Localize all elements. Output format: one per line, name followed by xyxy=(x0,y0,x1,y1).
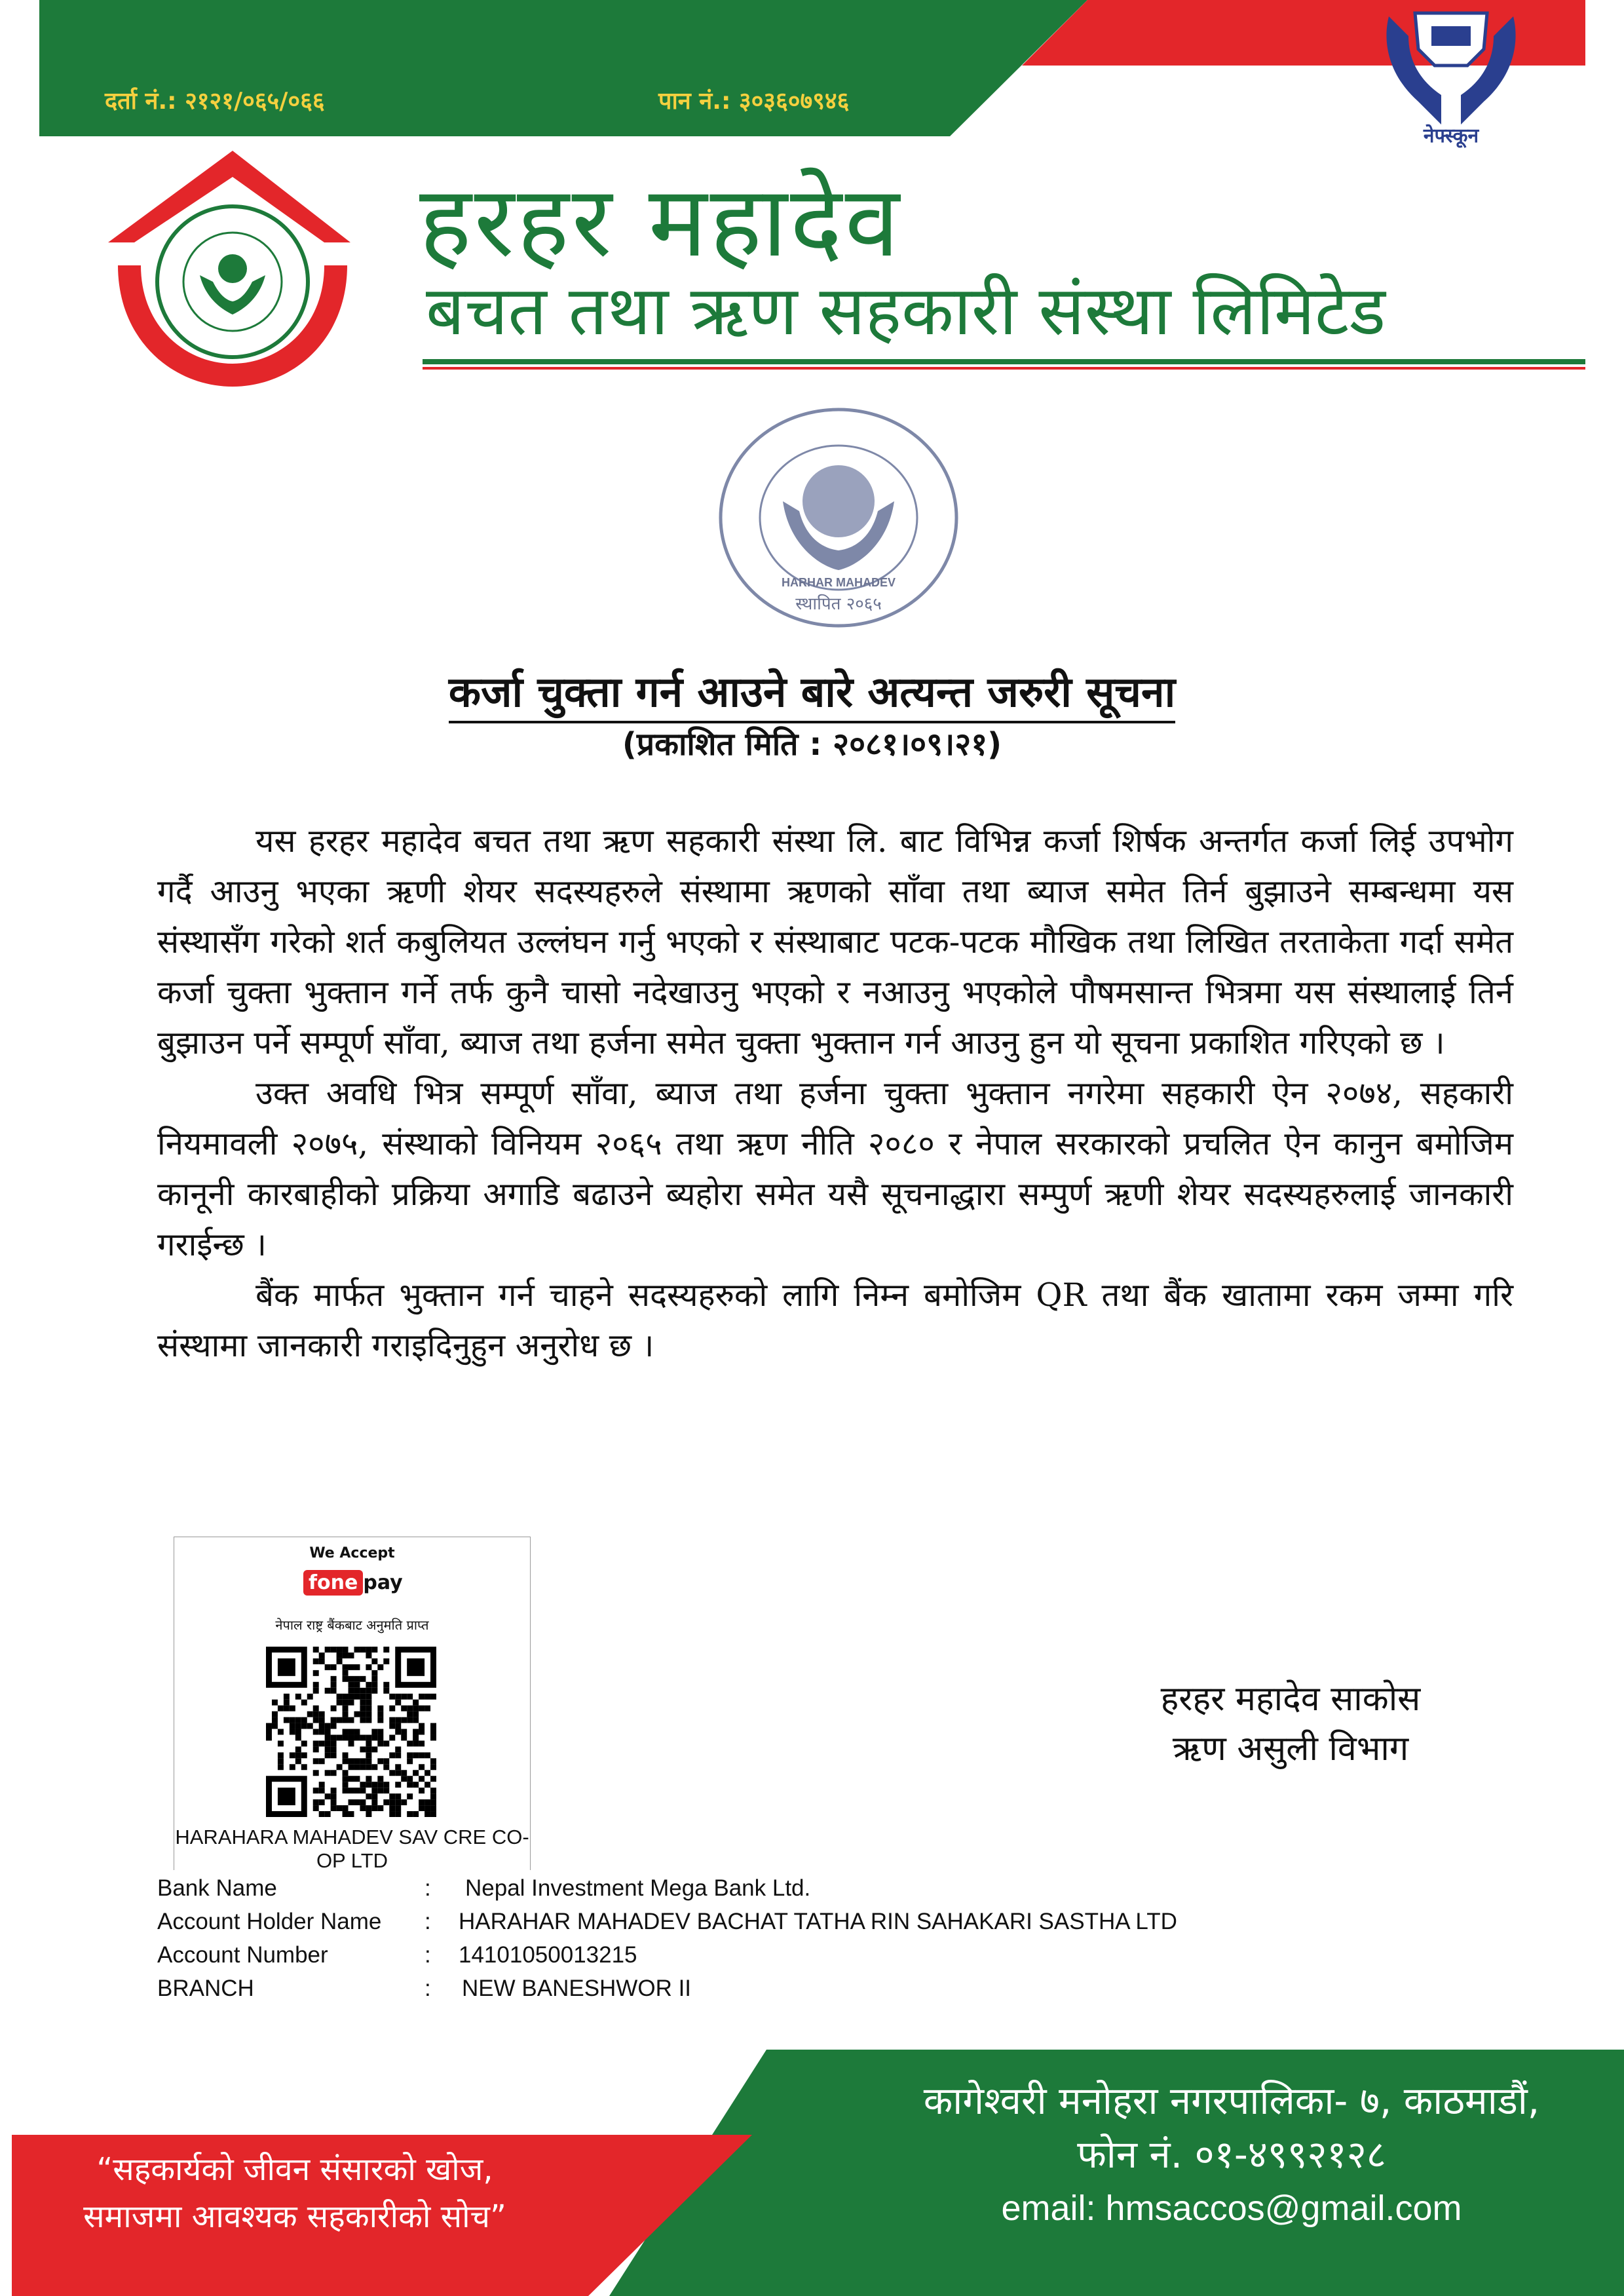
bank-colon: : xyxy=(425,1875,431,1901)
nefscun-label: नेफ्स्कून xyxy=(1423,124,1479,147)
house-logo-icon xyxy=(108,151,350,387)
signature-block xyxy=(1055,1674,1526,1774)
footer-address: कागेश्वरी मनोहरा नगरपालिका- ७, काठमाडौं, xyxy=(923,2078,1540,2123)
notice-body xyxy=(157,816,1513,1371)
qr-code[interactable] xyxy=(266,1647,436,1817)
signature-line1: हरहर महादेव साकोस xyxy=(1160,1679,1421,1719)
bank-label: Account Number xyxy=(157,1942,328,1968)
notice-title xyxy=(0,662,1624,719)
registration-number: दर्ता नं.: २१२१/०६५/०६६ xyxy=(105,88,325,115)
fonepay-fone: fone xyxy=(303,1570,363,1596)
notice-paragraph-1: यस हरहर महादेव बचत तथा ऋण सहकारी संस्था लि. बाट विभिन्न कर्जा शिर्षक अन्तर्गत कर्जा लिई उपभोग गर्दै आउनु भएका ऋणी शेयर सदस्यहरुले संस्थामा ऋणको साँवा तथा ब्याज समेत तिर्न बुझाउने सम्बन्धमा यस संस्थासँग गरेको शर्त कबुलियत उल्लंघन गर्नु भएको र संस्थाबाट पटक-पटक मौखिक तथा लिखित तरताकेता गर्दा समेत कर्जा चुक्ता भुक्तान गर्ने तर्फ कुनै चासो नदेखाउनु भएको र नआउनु भएकोले पौषमसान्त भित्रमा यस संस्थालाई तिर्न बुझाउन पर्ने सम्पूर्ण साँवा, ब्याज तथा हर्जना समेत चुक्ता भुक्तान गर्न आउनु हुन यो सूचना प्रकाशित गरिएको छ । xyxy=(157,822,1513,1062)
bank-value: 14101050013215 xyxy=(459,1942,637,1968)
notice-paragraph-3: बैंक मार्फत भुक्तान गर्न चाहने सदस्यहरुको लागि निम्न बमोजिम QR तथा बैंक खातामा रकम जम्मा गरि संस्थामा जानकारी गराइदिनुहुन अनुरोध छ । xyxy=(157,1276,1513,1364)
qr-permit-text: नेपाल राष्ट्र बैंकबाट अनुमति प्राप्त xyxy=(275,1617,429,1633)
seal-icon xyxy=(711,403,966,632)
qr-merchant-name: HARAHARA MAHADEV SAV CRE CO-OP LTD xyxy=(175,1826,529,1872)
fonepay-pay: pay xyxy=(363,1571,403,1594)
header-rule-green xyxy=(423,359,1585,364)
bank-colon: : xyxy=(425,1976,431,2001)
footer-slogan-line2: समाजमा आवश्यक सहकारीको सोच” xyxy=(83,2198,506,2235)
bank-value: NEW BANESHWOR II xyxy=(462,1976,692,2001)
pan-number: पान नं.: ३०३६०७९४६ xyxy=(658,88,850,115)
qr-we-accept: We Accept xyxy=(309,1545,395,1561)
footer-slogan xyxy=(26,2146,563,2240)
footer-slogan-line1: “सहकार्यको जीवन संसारको खोज, xyxy=(96,2151,493,2188)
bank-colon: : xyxy=(425,1942,431,1968)
bank-label: Account Holder Name xyxy=(157,1909,382,1934)
bank-value: HARAHAR MAHADEV BACHAT TATHA RIN SAHAKARI SASTHA LTD xyxy=(459,1909,1177,1934)
notice-paragraph-2: उक्त अवधि भित्र सम्पूर्ण साँवा, ब्याज तथा हर्जना चुक्ता भुक्तान नगरेमा सहकारी ऐन २०७४, सहकारी नियमावली २०७५, संस्थाको विनियम २०६५ तथा ऋण नीति २०८० र नेपाल सरकारको प्रचलित ऐन कानुन बमोजिम कानूनी कारबाहीको प्रक्रिया अगाडि बढाउने ब्यहोरा समेत यसै सूचनाद्धारा सम्पुर्ण ऋणी शेयर सदस्यहरुलाई जानकारी गराईन्छ । xyxy=(157,1075,1513,1263)
bank-colon: : xyxy=(425,1909,431,1934)
bank-value: Nepal Investment Mega Bank Ltd. xyxy=(465,1875,811,1901)
signature-line2: ऋण असुली विभाग xyxy=(1172,1729,1409,1769)
org-name-line2: बचत तथा ऋण सहकारी संस्था लिमिटेड xyxy=(426,271,1386,351)
org-logo xyxy=(108,151,350,387)
notice-title-text: कर्जा चुक्ता गर्न आउने बारे अत्यन्त जरुरी सूचना xyxy=(449,668,1175,723)
footer-email[interactable]: email: hmsaccos@gmail.com xyxy=(1001,2189,1462,2228)
header-rule-red xyxy=(423,367,1585,370)
svg-text:स्थापित २०६५: स्थापित २०६५ xyxy=(795,594,882,614)
nefscun-logo xyxy=(1369,3,1533,151)
org-name-line1: हरहर महादेव xyxy=(419,165,902,279)
footer-contact xyxy=(871,2074,1592,2235)
bank-label: Bank Name xyxy=(157,1875,277,1901)
qr-payment-card xyxy=(174,1537,531,1870)
publish-date: (प्रकाशित मिति : २०८१।०९।२१) xyxy=(622,726,1002,763)
footer-phone: फोन नं. ०१-४९९२१२८ xyxy=(1077,2132,1386,2177)
bank-label: BRANCH xyxy=(157,1976,254,2001)
fonepay-logo xyxy=(303,1571,403,1594)
svg-text:HARHAR MAHADEV: HARHAR MAHADEV xyxy=(782,576,896,589)
org-seal-stamp xyxy=(711,403,966,632)
